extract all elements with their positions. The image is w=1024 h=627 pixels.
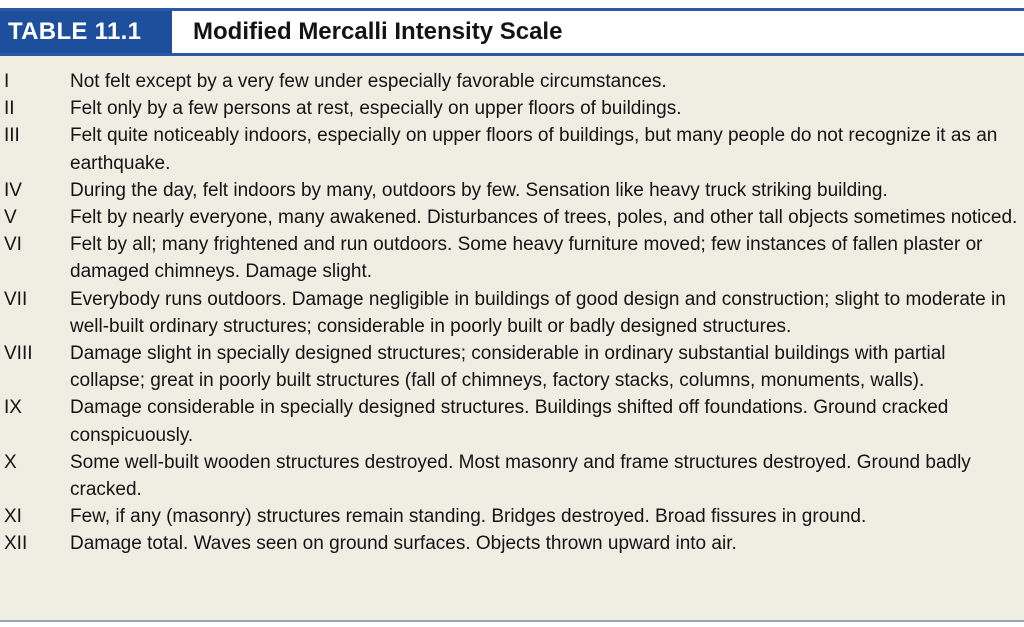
intensity-level: VII bbox=[4, 288, 28, 310]
intensity-level: XI bbox=[4, 506, 22, 528]
intensity-description: Damage slight in specially designed structures; considerable in ordinary substantial buildings with partial collapse; great in poorly built structures (fall of chimneys, factory stacks, columns, monuments, walls). bbox=[70, 343, 946, 392]
intensity-description: Some well-built wooden structures destroyed. Most masonry and frame structures destroyed. Ground badly cracked. bbox=[70, 451, 971, 501]
intensity-level: X bbox=[4, 451, 17, 473]
table-row bbox=[0, 394, 1024, 448]
intensity-description: Felt by all; many frightened and run outdoors. Some heavy furniture moved; few instances of fallen plaster or damaged chimneys. Damage slight. bbox=[70, 234, 983, 283]
intensity-description: Damage considerable in specially designed structures. Buildings shifted off foundations. Ground cracked conspicuously. bbox=[70, 397, 949, 446]
intensity-level: VIII bbox=[4, 343, 33, 365]
intensity-description: Felt by nearly everyone, many awakened. Disturbances of trees, poles, and other tall objects sometimes noticed. bbox=[70, 207, 1018, 229]
intensity-description: Not felt except by a very few under especially favorable circumstances. bbox=[70, 71, 667, 92]
table-row bbox=[0, 530, 1024, 557]
table-row bbox=[0, 95, 1024, 122]
intensity-level: III bbox=[4, 125, 20, 147]
intensity-level: IX bbox=[4, 397, 22, 419]
table-number-label: TABLE 11.1 bbox=[0, 11, 172, 53]
intensity-level: V bbox=[4, 207, 17, 229]
intensity-level: XII bbox=[4, 533, 28, 555]
intensity-description: Few, if any (masonry) structures remain standing. Bridges destroyed. Broad fissures in ground. bbox=[70, 506, 867, 528]
table-row bbox=[0, 231, 1024, 285]
intensity-rows bbox=[0, 68, 1024, 558]
intensity-level: VI bbox=[4, 234, 22, 256]
table-header bbox=[0, 11, 1024, 56]
table-row bbox=[0, 503, 1024, 530]
table-row bbox=[0, 177, 1024, 204]
table-row bbox=[0, 449, 1024, 503]
table-row bbox=[0, 122, 1024, 176]
table-row bbox=[0, 286, 1024, 340]
table-row bbox=[0, 68, 1024, 95]
table-row bbox=[0, 204, 1024, 231]
intensity-level: IV bbox=[4, 179, 22, 201]
intensity-description: Felt only by a few persons at rest, especially on upper floors of buildings. bbox=[70, 98, 682, 120]
intensity-description: Felt quite noticeably indoors, especially on upper floors of buildings, but many people do not recognize it as an earthquake. bbox=[70, 125, 998, 174]
table-row bbox=[0, 340, 1024, 394]
intensity-level: II bbox=[4, 98, 15, 120]
table-title: Modified Mercalli Intensity Scale bbox=[193, 18, 563, 45]
intensity-level: I bbox=[4, 71, 10, 92]
intensity-description: During the day, felt indoors by many, outdoors by few. Sensation like heavy truck striking building. bbox=[70, 179, 888, 201]
bottom-divider bbox=[0, 620, 1024, 622]
intensity-description: Everybody runs outdoors. Damage negligible in buildings of good design and construction; slight to moderate in well-built ordinary structures; considerable in poorly built or badly designed structures. bbox=[70, 288, 1006, 337]
intensity-description: Damage total. Waves seen on ground surfaces. Objects thrown upward into air. bbox=[70, 533, 737, 555]
mercalli-table bbox=[0, 8, 1024, 620]
